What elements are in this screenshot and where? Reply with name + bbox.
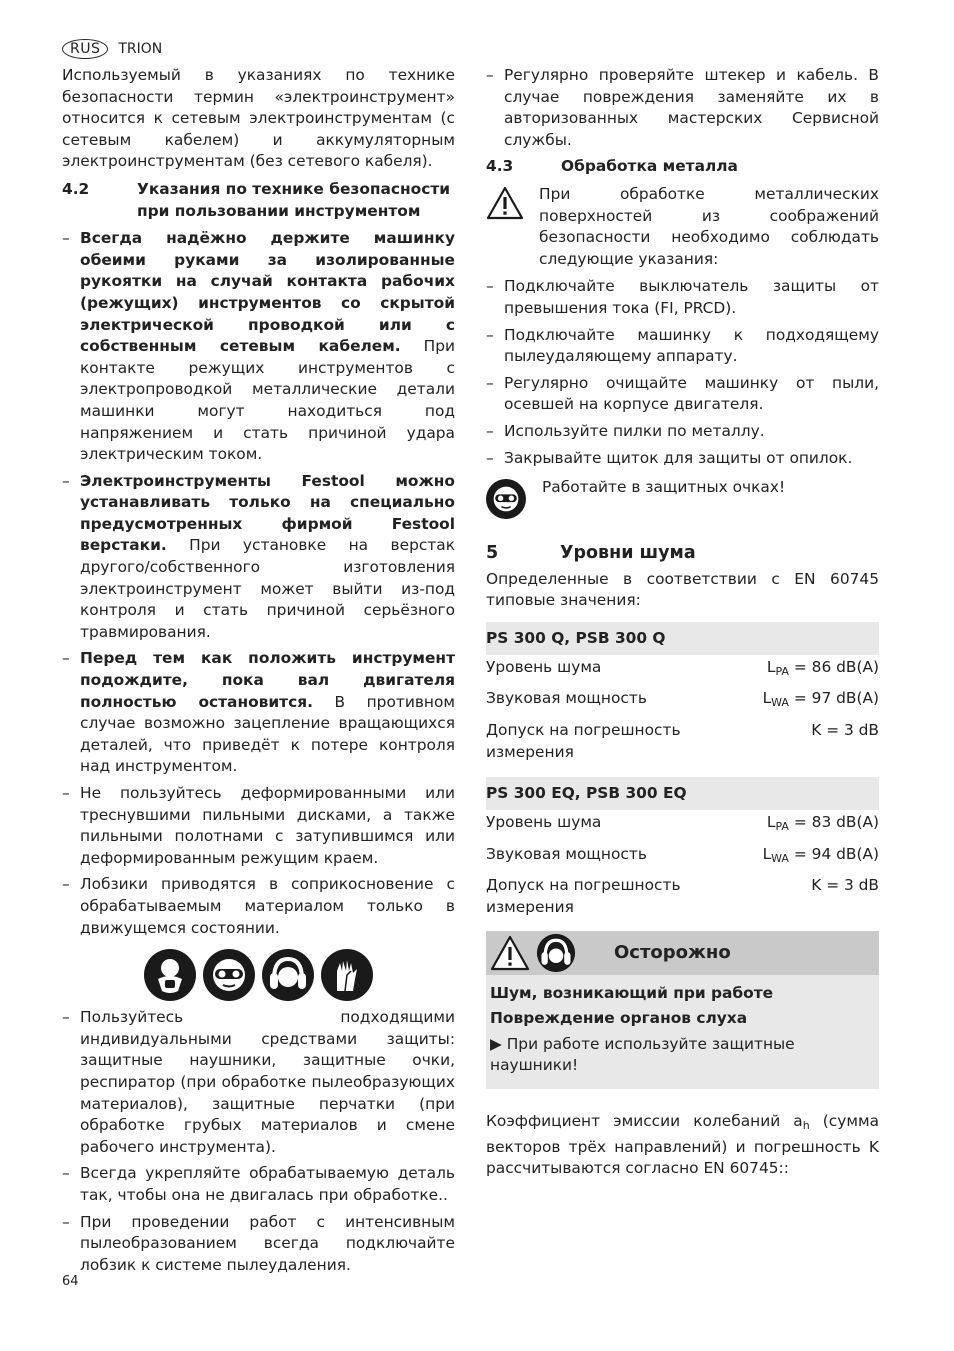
list-item: – Используйте пилки по металлу.	[486, 421, 765, 440]
ear-protection-icon	[536, 933, 576, 973]
noise-table-q	[486, 622, 879, 767]
list-item: – Электроинструменты Festool можно устанавливать только на специально предусмотренных фирмой Festool верстаки. При установке на верстак другого/собственного изготовления электроинструмент может выйти из-под контроля и стать причиной серьёзного травмирования.	[62, 471, 455, 641]
gloves-icon	[321, 949, 373, 1001]
metal-warning	[486, 184, 879, 270]
list-item: – Пользуйтесь подходящими индивидуальными средствами защиты: защитные наушники, защитные очки, респиратор (при обработке пылеобразующих материалов), защитные перчатки (при обработке грубых материалов и смене рабочего инструмента).	[62, 1008, 455, 1156]
item-bold-text: Всегда надёжно держите машинку обеими руками за изолированные рукоятки на случай контакта рабочих (режущих) инструментов со скрытой электрической проводкой или с собственным сетевым кабелем.	[80, 229, 455, 356]
warning-triangle-icon	[490, 935, 530, 971]
page-header	[62, 39, 162, 59]
table-row	[486, 655, 879, 687]
item-text: Пользуйтесь подходящими индивидуальными средствами защиты: защитные наушники, защитные очки, респиратор (при обработке пылеобразующих материалов), защитные перчатки (при обработке грубых материалов и смене рабочего инструмента).	[80, 1008, 455, 1156]
ear-protection-icon	[262, 949, 314, 1001]
row-value: $L_{WA} = 94$ dB(A)	[762, 844, 879, 865]
caution-line: Шум, возникающий при работе	[490, 983, 774, 1002]
noise-intro: Определенные в соответствии с EN 60745 типовые значения:	[486, 569, 879, 610]
list-item: – Подключайте выключатель защиты от превышения тока (FI, PRCD).	[486, 277, 879, 317]
row-label: Звуковая мощность	[486, 689, 647, 708]
row-label: Уровень шума	[486, 657, 602, 676]
list-item: – Закрывайте щиток для защиты от опилок.	[486, 448, 853, 467]
item-text: Лобзики приводятся в соприкосновение с обрабатываемым материалом только в движущемся состоянии.	[80, 875, 455, 937]
item-text: При проведении работ с интенсивным пылеобразованием всегда подключайте лобзик к системе пылеудаления.	[80, 1212, 455, 1274]
caution-box	[486, 931, 879, 1089]
caution-bar	[486, 931, 879, 975]
table-header: PS 300 EQ, PSB 300 EQ	[486, 777, 879, 810]
table-row	[486, 842, 879, 874]
item-text: Подключайте выключатель защиты от превышения тока (FI, PRCD).	[504, 277, 879, 317]
caution-title: Осторожно	[614, 941, 731, 963]
item-bold-text: Перед тем как положить инструмент подождите, пока вал двигателя полностью остановится.	[80, 649, 455, 711]
ppe-icons	[62, 949, 455, 1001]
item-text: Регулярно проверяйте штекер и кабель. В случае повреждения заменяйте их в авторизованных мастерских Сервисной службы.	[504, 66, 879, 149]
list-item: – Лобзики приводятся в соприкосновение с обрабатываемым материалом только в движущемся состоянии.	[62, 875, 455, 937]
item-text: Не пользуйтесь деформированными или треснувшими пильными дисками, а также пильными полотнами с затупившимся или деформированным режущим краем.	[80, 784, 455, 867]
item-bold-text: Электроинструменты Festool можно устанавливать только на специально предусмотренных фирмой Festool верстаки.	[80, 471, 455, 555]
section-title: Обработка металла	[561, 157, 738, 176]
table-row	[486, 873, 879, 922]
section-number: 4.2	[62, 179, 90, 198]
caution-instruction: ▶ При работе используйте защитные наушники!	[490, 1034, 795, 1075]
section-heading-4-2	[62, 179, 455, 222]
page-number: 64	[62, 1274, 79, 1289]
table-row	[486, 718, 879, 767]
row-label: Уровень шума	[486, 813, 602, 832]
item-text: Используйте пилки по металлу.	[504, 421, 765, 440]
language-badge: RUS	[62, 39, 108, 59]
vibration-paragraph: Коэффициент эмиссии колебаний $a_h$ (сумма векторов трёх направлений) и погрешность K рассчитываются согласно EN 60745::	[486, 1112, 879, 1178]
caution-line: Повреждение органов слуха	[490, 1009, 748, 1028]
item-text: Всегда укрепляйте обрабатываемую деталь так, чтобы она не двигалась при обработке..	[80, 1164, 455, 1204]
respirator-icon	[144, 949, 196, 1001]
section-heading-4-3	[486, 156, 879, 178]
row-label: Звуковая мощность	[486, 844, 647, 863]
table-row	[486, 810, 879, 842]
list-item: – При проведении работ с интенсивным пылеобразованием всегда подключайте лобзик к системе пылеудаления.	[62, 1212, 455, 1274]
table-header: PS 300 Q, PSB 300 Q	[486, 622, 879, 655]
warning-triangle-icon	[486, 184, 539, 270]
row-value: $L_{PA} = 83$ dB(A)	[766, 813, 879, 834]
right-column	[486, 65, 879, 1180]
row-value: K = 3 dB	[811, 876, 879, 895]
section-title: Уровни шума	[560, 543, 696, 564]
item-text: При контакте режущих инструментов с электропроводкой металлические детали машинки могут находиться под напряжением и стать причиной удара электрическим током.	[80, 337, 455, 464]
item-text: При установке на верстак другого/собственного изготовления электроинструмент может выйти из-под контроля и стать причиной серьёзного травмирования.	[80, 536, 455, 641]
section-number: 5	[486, 543, 499, 564]
noise-heading	[486, 543, 879, 565]
goggles-icon	[486, 479, 526, 519]
list-item: – Подключайте машинку к подходящему пылеудаляющему аппарату.	[486, 325, 879, 366]
list-item: – Регулярно очищайте машинку от пыли, осевшей на корпусе двигателя.	[486, 373, 879, 414]
row-label: Допуск на погрешность измерения	[486, 721, 681, 761]
list-item: – Всегда надёжно держите машинку обеими руками за изолированные рукоятки на случай контакта рабочих (режущих) инструментов со скрытой электрической проводкой или с собственным сетевым кабелем. При контакте режущих инструментов с электропроводкой металлические детали машинки могут находиться под напряжением и стать причиной удара электрическим током.	[62, 229, 455, 464]
row-label: Допуск на погрешность измерения	[486, 876, 681, 917]
warning-text: При обработке металлических поверхностей из соображений безопасности необходимо соблюдать следующие указания:	[539, 184, 879, 268]
caution-body	[486, 975, 879, 1089]
noise-table-eq	[486, 777, 879, 922]
row-value: $L_{WA} = 97$ dB(A)	[762, 689, 879, 710]
goggles-note-text: Работайте в защитных очках!	[542, 478, 786, 497]
list-item: – Не пользуйтесь деформированными или треснувшими пильными дисками, а также пильными полотнами с затупившимся или деформированным режущим краем.	[62, 784, 455, 867]
goggles-note	[486, 479, 879, 519]
intro-paragraph: Используемый в указаниях по технике безопасности термин «электроинструмент» относится к сетевым электроинструментам (с сетевым кабелем) и аккумуляторным электроинструментам (без сетевого кабеля).	[62, 66, 455, 171]
list-item: – Перед тем как положить инструмент подождите, пока вал двигателя полностью остановится. В противном случае возможно зацепление вращающихся деталей, что приведёт к потере контроля над инструментом.	[62, 649, 455, 776]
list-item: – Регулярно проверяйте штекер и кабель. В случае повреждения заменяйте их в авторизованных мастерских Сервисной службы.	[486, 66, 879, 149]
section-title: Указания по технике безопасности при пользовании инструментом	[137, 179, 451, 220]
product-name: TRION	[118, 41, 163, 57]
row-value: $L_{PA} = 86$ dB(A)	[766, 657, 879, 678]
item-text: Подключайте машинку к подходящему пылеудаляющему аппарату.	[504, 325, 879, 366]
goggles-icon	[203, 949, 255, 1001]
list-item: – Всегда укрепляйте обрабатываемую деталь так, чтобы она не двигалась при обработке..	[62, 1164, 455, 1204]
item-text: Регулярно очищайте машинку от пыли, осевшей на корпусе двигателя.	[504, 373, 879, 414]
item-text: В противном случае возможно зацепление вращающихся деталей, что приведёт к потере контроля над инструментом.	[80, 692, 455, 776]
table-row	[486, 686, 879, 718]
row-value: K = 3 dB	[811, 721, 879, 740]
item-text: Закрывайте щиток для защиты от опилок.	[504, 448, 853, 467]
left-column	[62, 65, 455, 1281]
section-number: 4.3	[486, 157, 514, 176]
